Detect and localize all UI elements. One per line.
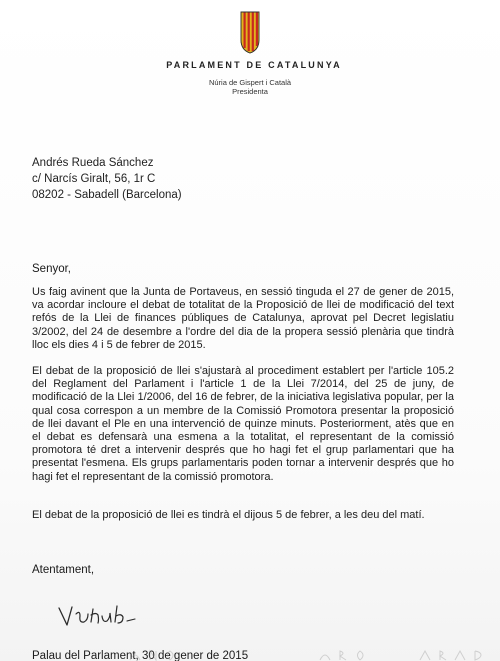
recipient-street: c/ Narcís Giralt, 56, 1r C xyxy=(32,173,156,185)
recipient-city: 08202 - Sabadell (Barcelona) xyxy=(32,189,182,201)
recipient-name: Andrés Rueda Sánchez xyxy=(32,157,154,169)
institution-name: PARLAMENT DE CATALUNYA xyxy=(166,60,342,70)
place-and-date: Palau del Parlament, 30 de gener de 2015 xyxy=(32,650,249,661)
parliament-emblem-icon xyxy=(238,10,262,54)
president-title: Presidenta xyxy=(232,87,268,96)
recipient-address xyxy=(32,155,182,203)
handwritten-signature xyxy=(55,598,140,632)
paragraph-agenda: Us faig avinent que la Junta de Portaveus, en sessió tinguda el 27 de gener de 2015, va acordar incloure el debat de totalitat de la Proposició de llei de modificació del text refós de la Llei de finances públiques de Catalunya, aprovat pel Decret legislatiu 3/2002, del 24 de desembre a l'ordre del dia de la propera sessió plenària que tindrà lloc els dies 4 i 5 de febrer de 2015. xyxy=(32,286,454,351)
salutation: Senyor, xyxy=(32,263,71,275)
paragraph-debate-date: El debat de la proposició de llei es tindrà el dijous 5 de febrer, a les deu del matí. xyxy=(32,509,425,521)
closing: Atentament, xyxy=(32,564,95,576)
president-name: Núria de Gispert i Català xyxy=(208,78,292,87)
letterhead xyxy=(0,10,500,96)
paragraph-procedure: El debat de la proposició de llei s'ajustarà al procediment establert per l'article 105.2 del Reglament del Parlament i l'article 1 de la Llei 7/2014, del 25 de juny, de modificació de la Llei 1/2006, del 16 de febrer, de la iniciativa legislativa popular, per la qual cosa correspon a un membre de la Comissió Promotora presentar la proposició de llei davant el Ple en una intervenció de quinze minuts. Posteriorment, atès que en el debat es defensarà una esmena a la totalitat, el representant de la comissió promotora té dret a intervenir després que ho hagi fet el grup parlamentari que ha presentat l'esmena. Els grups parlamentaris poden tornar a intervenir després que ho hagi fet el representant de la comissió promotora. xyxy=(32,365,454,483)
